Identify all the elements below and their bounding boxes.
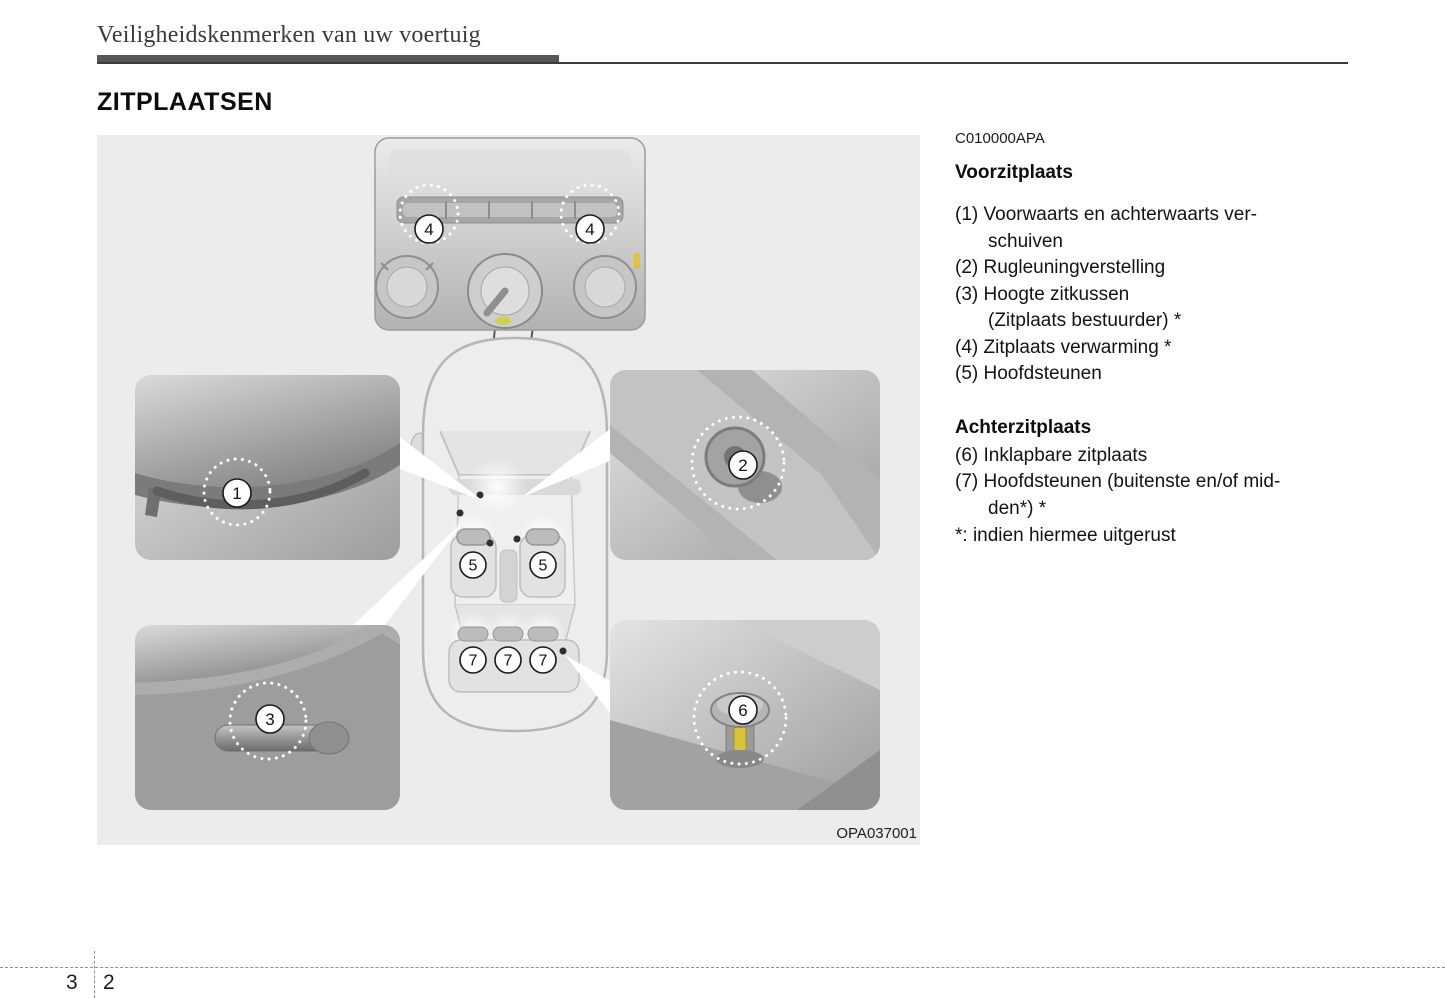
rear-headrest-left <box>458 627 488 641</box>
figure-code: C010000APA <box>955 130 1045 147</box>
callout-7-right <box>530 647 556 673</box>
callout-6 <box>729 696 757 724</box>
seat-list-item-4: (4) Zitplaats verwarming * <box>955 336 1172 358</box>
seat-list-item-3: (3) Hoogte zitkussen (Zitplaats bestuurder) * <box>955 283 1182 331</box>
callout-7-left <box>460 647 486 673</box>
front-seat-heading: Voorzitplaats <box>955 162 1073 183</box>
seat-list-item-2: (2) Rugleuningverstelling <box>955 257 1166 278</box>
callout-3 <box>256 705 284 733</box>
description-column <box>955 130 1367 550</box>
figure-caption: OPA037001 <box>836 825 917 842</box>
svg-text:1: 1 <box>232 484 242 503</box>
seat-list-item-5: (5) Hoofdsteunen <box>955 363 1102 384</box>
dial-indicator-light <box>495 317 511 325</box>
callout-4-left <box>415 215 443 243</box>
rear-headrest-middle <box>493 627 523 641</box>
callout-1 <box>223 479 251 507</box>
callout-5-left <box>460 552 486 578</box>
front-headrest-left <box>457 529 490 545</box>
rear-seat-block <box>955 415 1367 550</box>
svg-text:2: 2 <box>738 456 748 475</box>
callout-5-right <box>530 552 556 578</box>
inset-seat-slide <box>135 375 400 560</box>
rear-seat-list <box>955 443 1367 523</box>
svg-text:7: 7 <box>538 652 548 670</box>
seat-diagram <box>97 135 920 845</box>
page-header-title: Veiligheidskenmerken van uw voertuig <box>97 22 481 48</box>
front-seat-list <box>955 202 1367 388</box>
svg-text:6: 6 <box>738 701 748 720</box>
seat-list-item-1: (1) Voorwaarts en achterwaarts ver- schuiven <box>955 204 1258 252</box>
panel-indicator-yellow <box>634 253 640 269</box>
svg-text:4: 4 <box>424 220 434 239</box>
callout-2 <box>729 451 757 479</box>
svg-text:7: 7 <box>503 652 513 670</box>
chapter-number: 3 <box>66 971 78 994</box>
center-console <box>500 550 517 602</box>
glow-console <box>467 457 527 517</box>
seat-list-item-6: (6) Inklapbare zitplaats <box>955 444 1148 466</box>
svg-text:3: 3 <box>265 710 275 729</box>
rear-seat-heading: Achterzitplaats <box>955 416 1092 438</box>
svg-text:7: 7 <box>468 652 478 670</box>
rear-headrest-right <box>528 627 558 641</box>
section-title: ZITPLAATSEN <box>97 88 273 116</box>
svg-text:5: 5 <box>538 557 548 575</box>
callout-7-middle <box>495 647 521 673</box>
svg-text:4: 4 <box>585 220 595 239</box>
equipment-footnote: *: indien hiermee uitgerust <box>955 525 1176 546</box>
footer-dashed-rule <box>0 967 1445 968</box>
footer-vertical-rule <box>94 951 95 998</box>
header-rule-thin <box>97 62 1348 64</box>
fold-knob-accent <box>734 727 746 753</box>
seat-diagram-figure <box>97 135 920 845</box>
page-number: 2 <box>103 971 115 994</box>
front-headrest-right <box>526 529 559 545</box>
seat-list-item-7: (7) Hoofdsteunen (buitenste en/of mid- den*) * <box>955 471 1281 519</box>
callout-4-right <box>576 215 604 243</box>
svg-text:5: 5 <box>468 557 478 575</box>
